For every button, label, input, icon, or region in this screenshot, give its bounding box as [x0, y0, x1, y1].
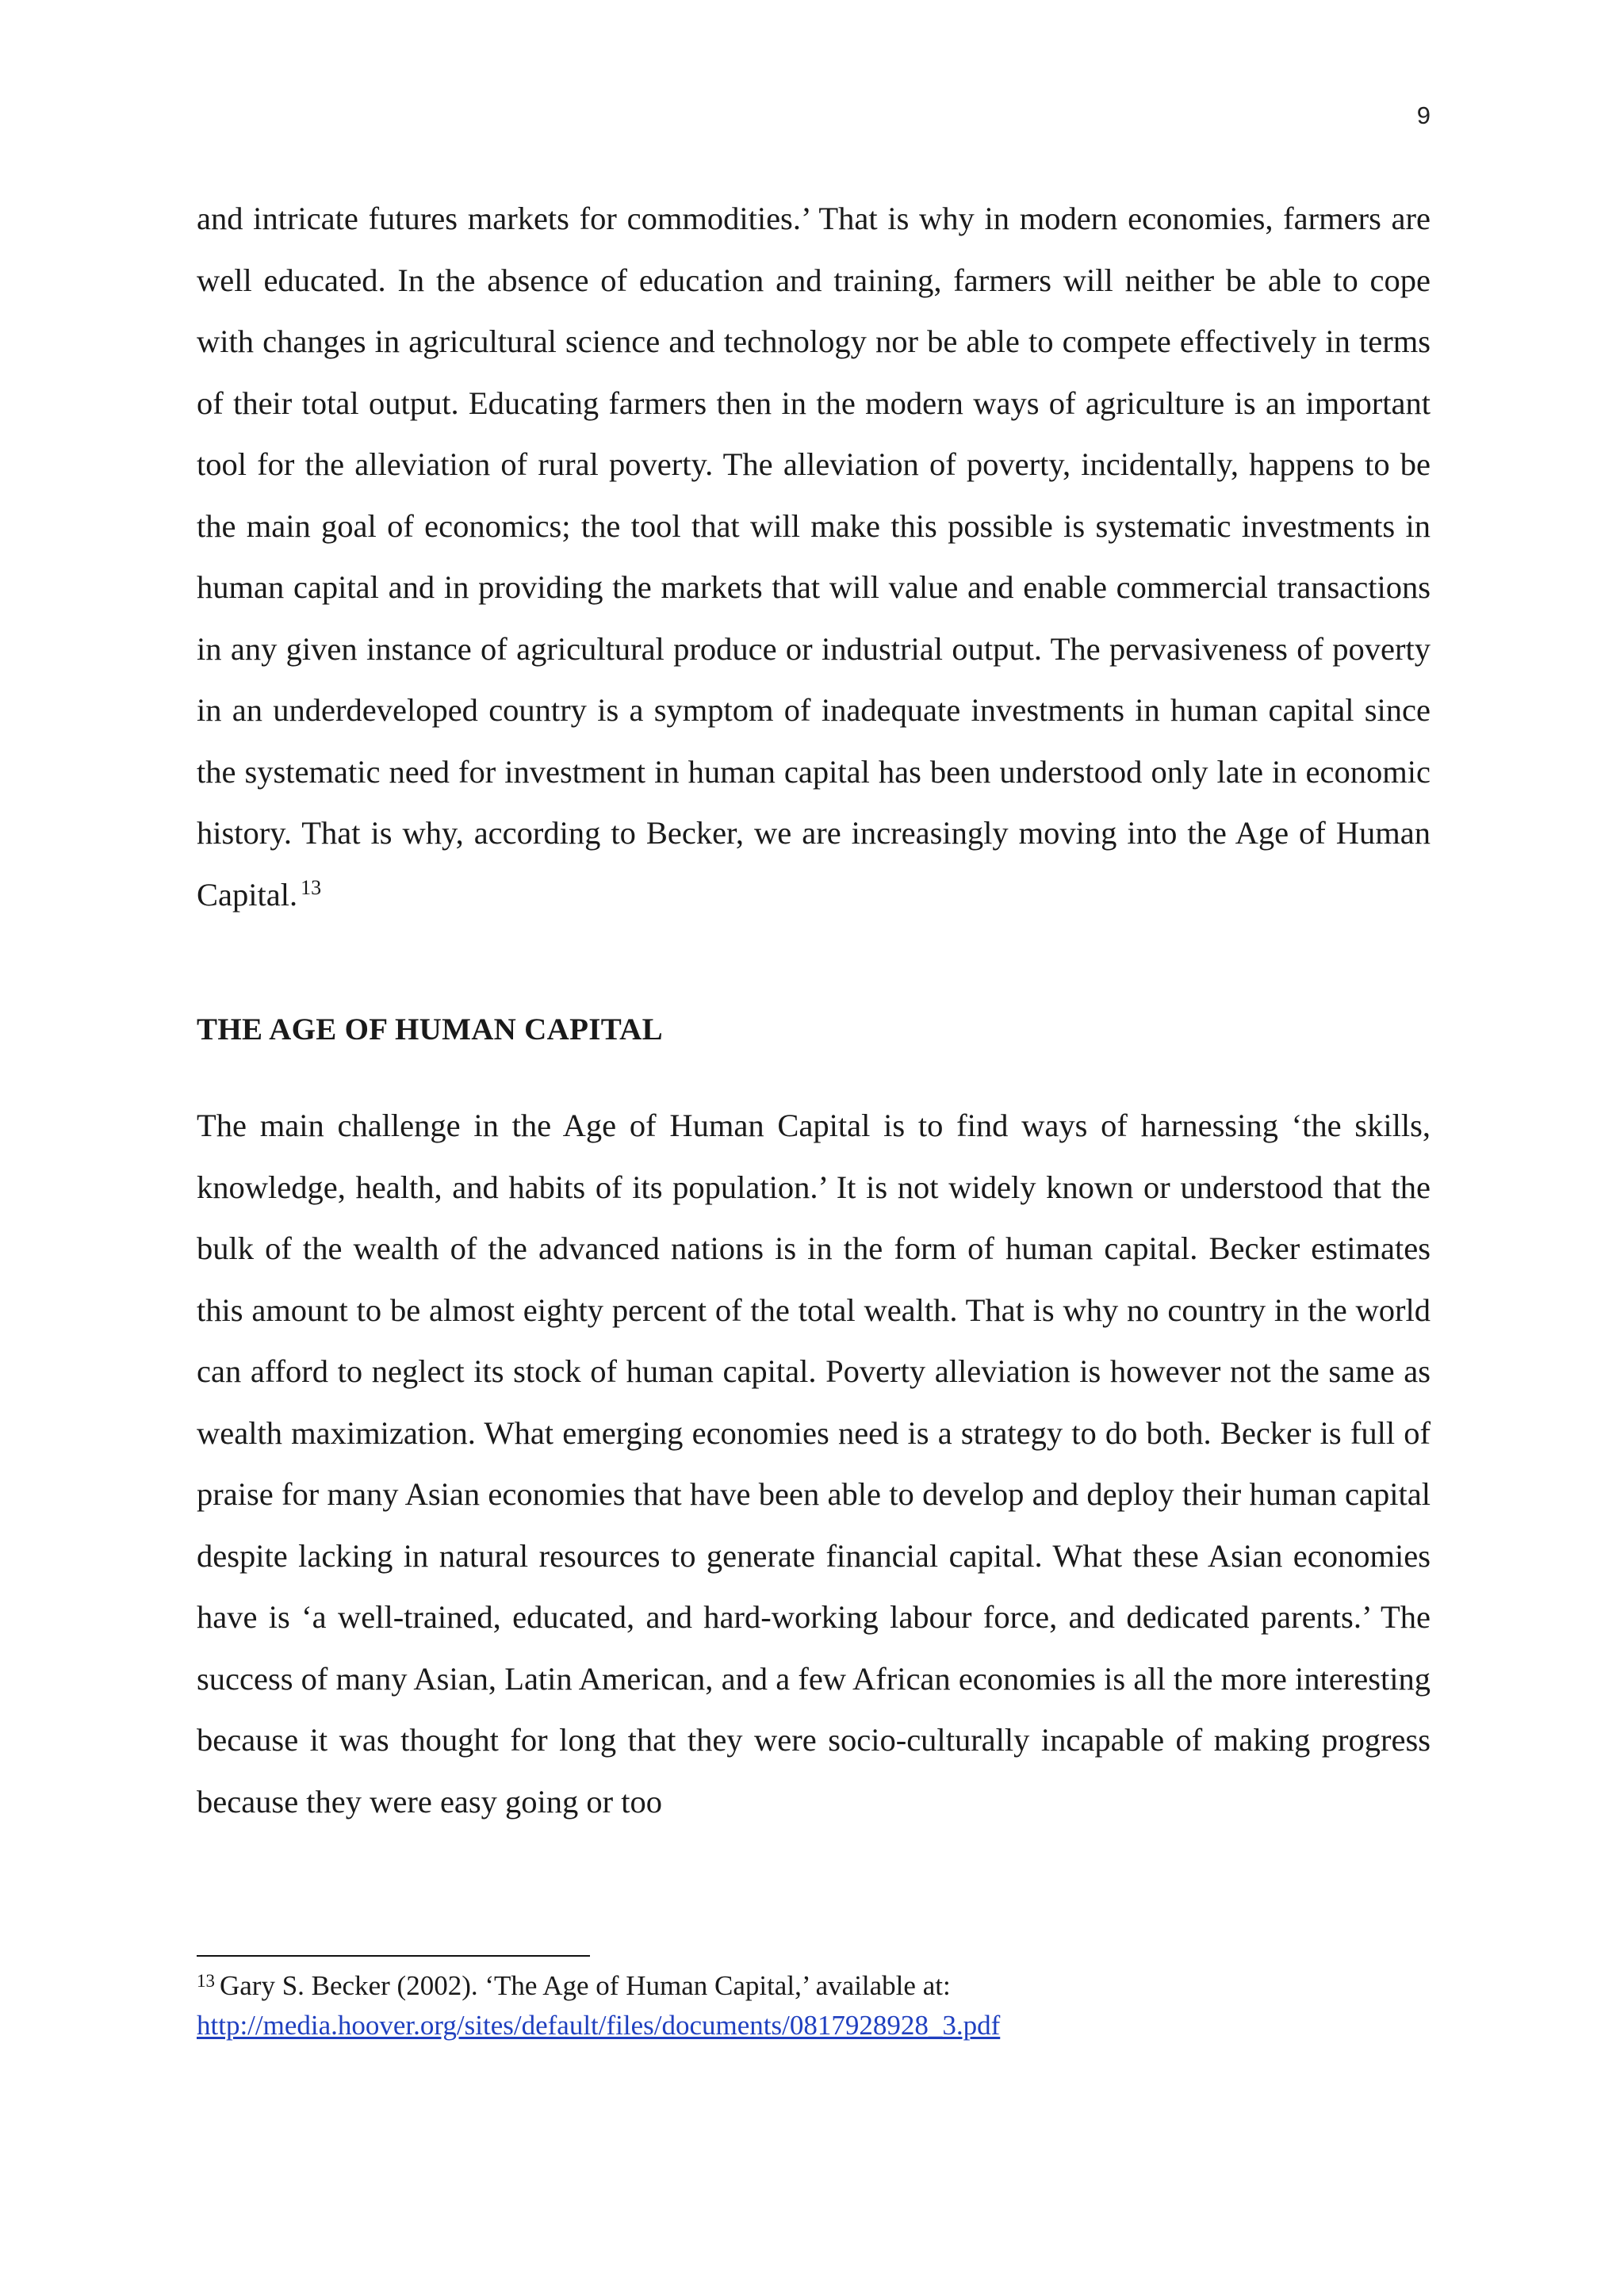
body-paragraph — [197, 188, 1431, 925]
footnote-number: 13 — [197, 1971, 215, 1991]
footnote-reference[interactable]: 13 — [301, 875, 322, 899]
page-number: 9 — [1416, 101, 1431, 129]
footnote-text: Gary S. Becker (2002). ‘The Age of Human Capital,’ available at: — [220, 1970, 951, 2001]
footnote — [197, 1966, 1434, 2045]
footnote-separator — [197, 1955, 590, 1957]
paragraph-text: and intricate futures markets for commodities.’ That is why in modern economies, farmers are well educated. In the absence of education and training, farmers will neither be able to cope with changes in agricultural science and technology nor be able to compete effectively in terms of their total output. Educating farmers then in the modern ways of agriculture is an important tool for the alleviation of rural poverty. The alleviation of poverty, incidentally, happens to be the main goal of economics; the tool that will make this possible is systematic investments in human capital and in providing the markets that will value and enable commercial transactions in any given instance of agricultural produce or industrial output. The pervasiveness of poverty in an underdeveloped country is a symptom of inadequate investments in human capital since the systematic need for investment in human capital has been understood only late in economic history. That is why, according to Becker, we are increasingly moving into the Age of Human Capital. — [197, 201, 1431, 913]
footnote-citation — [197, 1966, 1434, 2006]
paragraph-text: The main challenge in the Age of Human Capital is to find ways of harnessing ‘the skills, knowledge, health, and habits of its population.’ It is not widely known or understood that the bulk of the wealth of the advanced nations is in the form of human capital. Becker estimates this amount to be almost eighty percent of the total wealth. That is why no country in the world can afford to neglect its stock of human capital. Poverty alleviation is however not the same as wealth maximization. What emerging economies need is a strategy to do both. Becker is full of praise for many Asian economies that have been able to develop and deploy their human capital despite lacking in natural resources to generate financial capital. What these Asian economies have is ‘a well-trained, educated, and hard-working labour force, and dedicated parents.’ The success of many Asian, Latin American, and a few African economies is all the more interesting because it was thought for long that they were socio-culturally incapable of making progress because they were easy going or too — [197, 1108, 1431, 1820]
section-heading: THE AGE OF HUMAN CAPITAL — [197, 1012, 663, 1047]
body-paragraph — [197, 1095, 1431, 1832]
footnote-link[interactable]: http://media.hoover.org/sites/default/files/documents/0817928928_3.pdf — [197, 2010, 1001, 2041]
